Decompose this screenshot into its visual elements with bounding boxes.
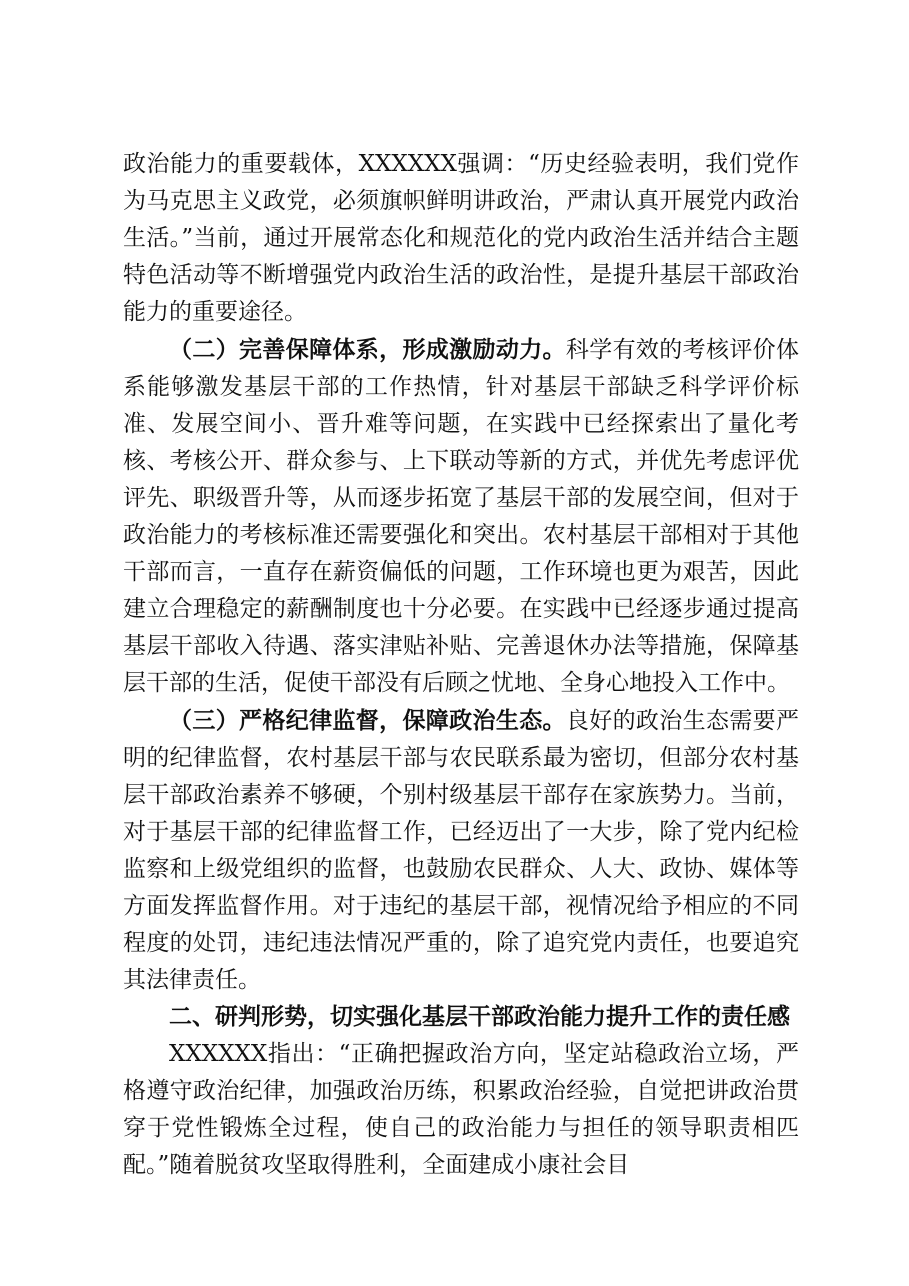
paragraph-section-2 xyxy=(123,331,799,702)
document-body xyxy=(123,146,799,1184)
section-3-lead: （三）严格纪律监督，保障政治生态。 xyxy=(169,707,566,734)
chapter-heading-2: 二、研判形势，切实强化基层干部政治能力提升工作的责任感 xyxy=(169,1004,790,1030)
section-2-lead: （二）完善保障体系，形成激励动力。 xyxy=(169,336,566,363)
section-2-body: 科学有效的考核评价体系能够激发基层干部的工作热情，针对基层干部缺乏科学评价标准、发展空间小、晋升难等问题，在实践中已经探索出了量化考核、考核公开、群众参与、上下联动等新的方式，并优先考虑评优评先、职级晋升等，从而逐步拓宽了基层干部的发展空间，但对于政治能力的考核标准还需要强化和突出。农村基层干部相对于其他干部而言，一直存在薪资偏低的问题，工作环境也更为艰苦，因此建立合理稳定的薪酬制度也十分必要。在实践中已经逐步通过提高基层干部收入待遇、落实津贴补贴、完善退休办法等措施，保障基层干部的生活，促使干部没有后顾之忧地、全身心地投入工作中。 xyxy=(123,337,800,696)
paragraph-quote: XXXXXX指出：“正确把握政治方向，坚定站稳政治立场，严格遵守政治纪律，加强政治历练，积累政治经验，自觉把讲政治贯穿于党性锻炼全过程，使自己的政治能力与担任的领导职责相匹配。”随着脱贫攻坚取得胜利，全面建成小康社会目 xyxy=(123,1041,799,1178)
paragraph-section-3 xyxy=(123,702,799,999)
section-3-body: 良好的政治生态需要严明的纪律监督，农村基层干部与农民联系最为密切，但部分农村基层干部政治素养不够硬，个别村级基层干部存在家族势力。当前，对于基层干部的纪律监督工作，已经迈出了一大步，除了党内纪检监察和上级党组织的监督，也鼓励农民群众、人大、政协、媒体等方面发挥监督作用。对于违纪的基层干部，视情况给予相应的不同程度的处罚，违纪违法情况严重的，除了追究党内责任，也要追究其法律责任。 xyxy=(123,708,800,993)
paragraph-continuation: 政治能力的重要载体，XXXXXX强调：“历史经验表明，我们党作为马克思主义政党，必须旗帜鲜明讲政治，严肃认真开展党内政治生活。”当前，通过开展常态化和规范化的党内政治生活并结合主题特色活动等不断增强党内政治生活的政治性，是提升基层干部政治能力的重要途径。 xyxy=(123,151,799,325)
